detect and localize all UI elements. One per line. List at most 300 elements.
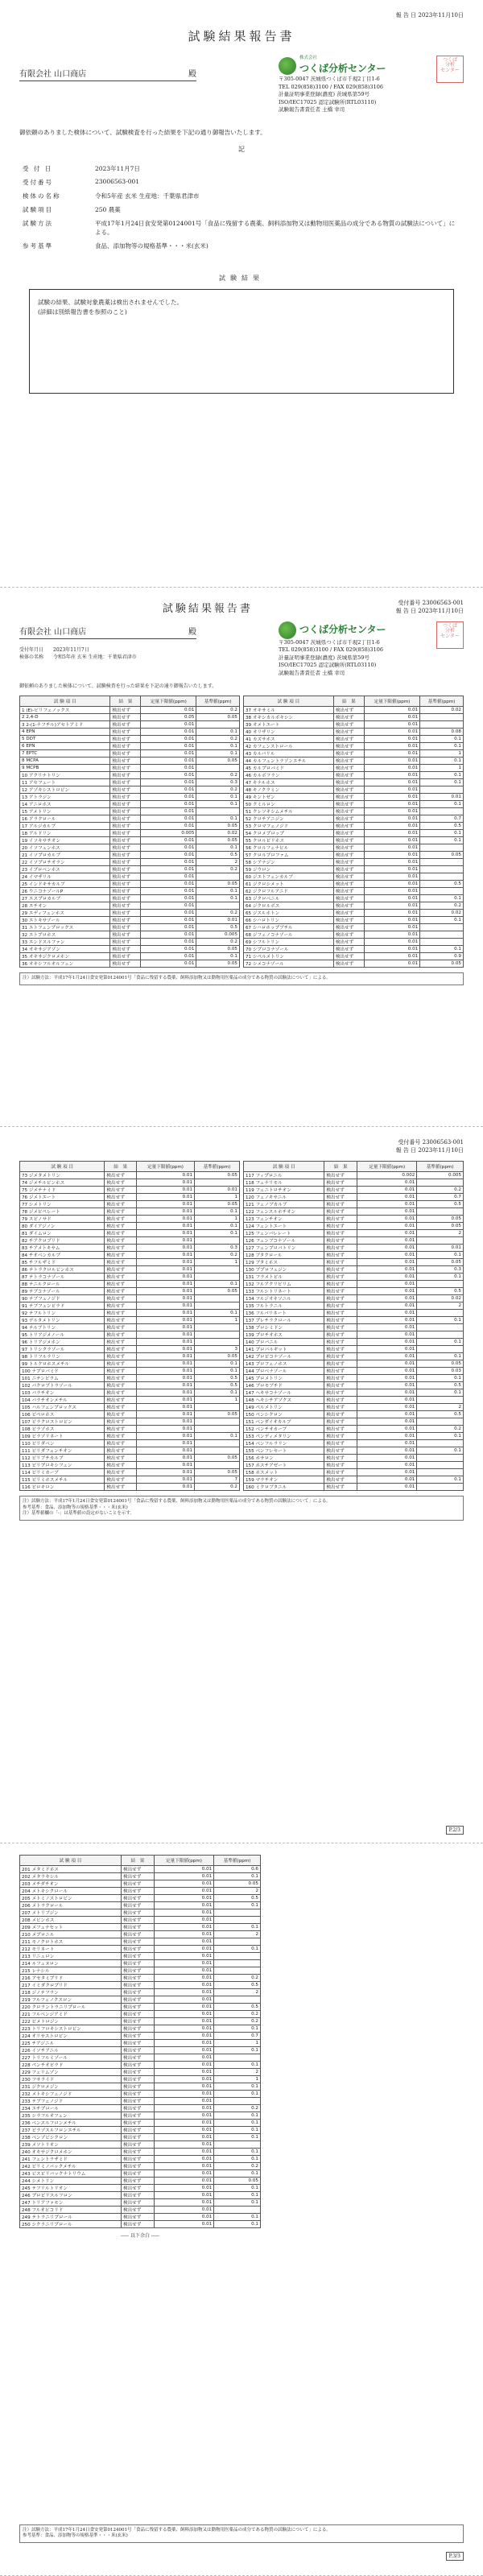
table-row	[20, 2033, 261, 2040]
item-name-cell: 146 ブロモブチド	[244, 1382, 324, 1389]
lod-cell: 0.01	[154, 2018, 213, 2025]
lod-cell: 0.01	[136, 1426, 194, 1433]
standard-cell: 0.05	[195, 1172, 240, 1179]
item-name-cell: 46 カルボフラン	[244, 772, 334, 779]
standard-cell: 0.1	[214, 1873, 261, 1880]
item-name-cell: 83 チアメトキサム	[20, 1245, 105, 1252]
standard-cell: 0.1	[214, 2047, 261, 2054]
company-tel: TEL 029(858)3100 / FAX 029(858)3106	[279, 83, 383, 90]
result-cell: 検出せず	[110, 895, 141, 902]
result-cell: 検出せず	[333, 794, 364, 801]
table-row	[20, 2149, 261, 2156]
item-name-cell: 224 オリサストロビン	[20, 2033, 122, 2040]
lod-cell: 0.01	[364, 844, 419, 852]
standard-cell	[420, 931, 464, 939]
result-cell: 検出せず	[110, 946, 141, 953]
standard-cell: 0.2	[196, 736, 240, 743]
item-name-cell: 145 プロメトリン	[244, 1375, 324, 1382]
item-name-cell: 24 イマザリル	[20, 873, 110, 881]
lod-cell: 0.01	[357, 1331, 417, 1339]
standard-cell: 1	[420, 765, 464, 772]
info-value: 食品、添加物等の規格基準・・・米(玄米)	[95, 242, 208, 250]
standard-cell	[417, 1469, 464, 1476]
table-row	[20, 2141, 261, 2149]
standard-cell: 0.1	[196, 750, 240, 758]
lod-cell: 0.01	[136, 1462, 194, 1469]
standard-cell: 0.1	[417, 1339, 464, 1346]
lod-cell: 0.01	[154, 2141, 213, 2149]
result-cell: 検出せず	[121, 2163, 154, 2170]
standard-cell: 0.05	[214, 2178, 261, 2185]
method-note: 注）試験方法：平成17年1月24日食安発第0124001号「食品に残留する農薬、飼料添加物又は動物用医薬品の成分である物質の試験法について」による。	[19, 972, 464, 985]
result-cell: 検出せず	[333, 815, 364, 823]
item-name-cell: 115 ピリミホスメチル	[20, 1476, 105, 1484]
table-row	[244, 1331, 464, 1339]
lod-cell: 0.01	[364, 736, 419, 743]
table-row	[244, 1245, 464, 1252]
standard-cell: 0.05	[417, 1259, 464, 1266]
result-cell: 検出せず	[333, 902, 364, 910]
lod-cell: 0.01	[154, 1960, 213, 1967]
company-block	[279, 56, 464, 114]
item-name-cell: 134 フルジオキソニル	[244, 1295, 324, 1302]
table-row	[244, 823, 464, 830]
info-key: 受付番号	[23, 179, 53, 187]
result-cell: 検出せず	[121, 2178, 154, 2185]
lod-cell: 0.01	[141, 815, 196, 823]
item-name-cell: 51 クレソキシムメチル	[244, 808, 334, 815]
standard-cell: 0.1	[195, 1281, 240, 1288]
lod-cell: 0.01	[141, 736, 196, 743]
result-cell: 検出せず	[324, 1317, 357, 1324]
result-cell: 検出せず	[121, 2149, 154, 2156]
standard-cell	[195, 1266, 240, 1274]
lod-cell: 0.01	[136, 1339, 194, 1346]
standard-cell: 0.1	[195, 1389, 240, 1397]
table-row	[20, 1317, 240, 1324]
company-reg2: ISO/IEC17025 認定試験所(RTL03110)	[279, 662, 377, 669]
table-row	[20, 2134, 261, 2141]
standard-cell	[195, 1302, 240, 1310]
lod-cell: 0.01	[154, 1931, 213, 1938]
table-row	[20, 1223, 240, 1230]
result-cell: 検出せず	[324, 1389, 357, 1397]
standard-cell: 0.05	[195, 1201, 240, 1208]
standard-cell: 0.1	[214, 2091, 261, 2098]
lod-cell: 0.01	[141, 895, 196, 902]
standard-cell: 0.2	[214, 2163, 261, 2170]
result-cell: 検出せず	[110, 931, 141, 939]
item-name-cell: 243 ビスピリバックナトリウム	[20, 2170, 122, 2178]
lod-cell: 0.01	[136, 1201, 194, 1208]
standard-cell: 0.05	[417, 1360, 464, 1368]
standard-cell: 0.2	[196, 772, 240, 779]
result-cell: 検出せず	[105, 1476, 137, 1484]
lod-cell: 0.01	[154, 2047, 213, 2054]
lod-cell: 0.01	[154, 2062, 213, 2069]
table-row	[20, 1201, 240, 1208]
standard-cell: 0.1	[196, 895, 240, 902]
result-cell: 検出せず	[110, 815, 141, 823]
info-key: 試験方法	[23, 220, 53, 228]
table-row	[244, 1346, 464, 1353]
result-cell: 検出せず	[110, 953, 141, 960]
lod-cell: 0.01	[136, 1208, 194, 1216]
table-row	[244, 1426, 464, 1433]
table-row	[20, 2018, 261, 2025]
standard-cell	[195, 1447, 240, 1455]
item-name-cell: 18 アルドリン	[20, 830, 110, 837]
table-row	[244, 1230, 464, 1237]
item-name-cell: 112 ピリブチカルブ	[20, 1455, 105, 1462]
result-cell: 検出せず	[121, 2098, 154, 2105]
standard-cell: 0.05	[196, 881, 240, 888]
lod-cell: 0.01	[136, 1389, 194, 1397]
table-row	[20, 1324, 240, 1331]
table-row	[20, 1440, 240, 1447]
item-name-cell: 33 エンドスルファン	[20, 939, 110, 946]
lod-cell: 0.01	[364, 765, 419, 772]
standard-cell: 0.01	[195, 1187, 240, 1194]
standard-cell: 0.02	[420, 707, 464, 714]
table-row	[244, 1223, 464, 1230]
item-name-cell: 86 テトラクロルビンホス	[20, 1266, 105, 1274]
standard-cell: 0.5	[420, 823, 464, 830]
standard-cell: 0.1	[214, 2156, 261, 2163]
table-row	[20, 823, 240, 830]
table-row	[244, 1368, 464, 1375]
lod-cell: 0.01	[136, 1447, 194, 1455]
lod-cell: 0.01	[154, 1917, 213, 1924]
result-cell: 検出せず	[333, 917, 364, 924]
item-name-cell: 56 クロルフェナピル	[244, 844, 334, 852]
standard-cell	[196, 721, 240, 729]
table-row	[244, 1389, 464, 1397]
result-text: 試験の結果、試験対象農薬は検出されませんでした。 (詳細は別紙報告書を参照のこと)	[38, 299, 183, 316]
item-name-cell: 246 プロピリスルフロン	[20, 2192, 122, 2199]
table-row	[20, 960, 240, 968]
lod-cell: 0.01	[154, 1938, 213, 1946]
results-grid	[19, 696, 464, 968]
table-row	[20, 939, 240, 946]
item-name-cell: 210 メプロニル	[20, 1931, 122, 1938]
result-cell: 検出せず	[110, 721, 141, 729]
table-row	[244, 1339, 464, 1346]
info-key: 試験項目	[23, 206, 53, 214]
item-name-cell: 155 ベンフレセート	[244, 1447, 324, 1455]
standard-cell: 0.2	[195, 1252, 240, 1259]
result-cell: 検出せず	[121, 1866, 154, 1873]
table-row	[244, 1208, 464, 1216]
standard-cell	[420, 924, 464, 931]
item-name-cell: 247 トリアファモン	[20, 2199, 122, 2207]
standard-cell: 0.1	[196, 801, 240, 808]
item-name-cell: 108 ピラゾホス	[20, 1426, 105, 1433]
table-row	[20, 1179, 240, 1187]
result-cell: 検出せず	[333, 823, 364, 830]
item-name-cell: 84 チオベンカルブ	[20, 1252, 105, 1259]
company-seal: つくば 分析 センター	[436, 56, 464, 83]
standard-cell: 2	[417, 1302, 464, 1310]
standard-cell: 0.05	[417, 1216, 464, 1223]
lod-cell: 0.01	[357, 1418, 417, 1426]
table-row	[244, 1317, 464, 1324]
result-cell: 検出せず	[121, 1917, 154, 1924]
table-row	[20, 1982, 261, 1989]
lod-cell: 0.01	[136, 1317, 194, 1324]
lod-cell: 0.01	[136, 1187, 194, 1194]
table-row	[20, 2178, 261, 2185]
company-address: 〒305-0047 茨城県つくば市千現2丁目1-6	[279, 76, 380, 83]
lod-cell: 0.01	[364, 873, 419, 881]
result-cell: 検出せず	[324, 1418, 357, 1426]
standard-cell: 0.2	[196, 939, 240, 946]
result-cell: 検出せず	[121, 2134, 154, 2141]
result-cell: 検出せず	[324, 1252, 357, 1259]
table-row	[20, 1295, 240, 1302]
page-3-meta	[19, 1138, 464, 1154]
item-name-cell: 138 プロシミドン	[244, 1324, 324, 1331]
addressee-name: 有限会社 山口商店	[19, 628, 87, 637]
standard-cell: 0.2	[214, 2105, 261, 2112]
standard-cell: 0.1	[420, 758, 464, 765]
item-name-cell: 154 ベンフルラリン	[244, 1440, 324, 1447]
lod-cell: 0.01	[364, 902, 419, 910]
item-name-cell: 17 アルジカルブ	[20, 823, 110, 830]
table-row	[244, 1324, 464, 1331]
result-cell: 検出せず	[121, 2141, 154, 2149]
lod-cell: 0.01	[154, 2170, 213, 2178]
result-cell: 検出せず	[121, 2112, 154, 2120]
company-reg2: ISO/IEC17025 認定試験所(RTL03110)	[279, 98, 377, 105]
lod-cell: 0.01	[364, 852, 419, 859]
item-name-cell: 142 プロピコナゾール	[244, 1353, 324, 1360]
intro-text: 御依頼のありました検体について、試験検査を行った結果を下記の通り御報告いたします。	[19, 683, 217, 690]
item-name-cell: 119 フェニトロチオン	[244, 1187, 324, 1194]
table-row	[20, 2069, 261, 2076]
result-cell: 検出せず	[105, 1375, 137, 1382]
lod-cell: 0.01	[357, 1469, 417, 1476]
lod-cell: 0.01	[364, 786, 419, 794]
result-cell: 検出せず	[324, 1259, 357, 1266]
lod-cell: 0.01	[136, 1411, 194, 1418]
method-note: 注）試験方法：平成17年1月24日食安発第0124001号「食品に残留する農薬、飼料添加物又は動物用医薬品の成分である物質の試験法について」による。	[23, 1499, 331, 1504]
lod-cell: 0.01	[154, 2178, 213, 2185]
item-name-cell: 203 メチダチオン	[20, 1880, 122, 1888]
table-row	[20, 902, 240, 910]
standard-cell: 0.1	[196, 888, 240, 895]
item-name-cell: 3 2-(1-ナフチル)アセトアミド	[20, 721, 110, 729]
item-name-cell: 143 プロフェノホス	[244, 1360, 324, 1368]
item-name-cell: 220 クロラントラニリプロール	[20, 2004, 122, 2011]
standard-cell: 0.1	[214, 2221, 261, 2228]
table-row	[244, 844, 464, 852]
standard-cell: 0.1	[420, 946, 464, 953]
item-name-cell: 80 ダイアジノン	[20, 1223, 105, 1230]
item-name-cell: 40 オリザリン	[244, 729, 334, 736]
standard-cell: 1	[195, 1194, 240, 1201]
item-name-cell: 92 テフルトリン	[20, 1310, 105, 1317]
table-header-row	[20, 1162, 240, 1172]
table-row	[20, 866, 240, 873]
column-header: 定量下限値(ppm)	[154, 1856, 213, 1866]
reference-note: 参考基準：食品、添加物等の規格基準・・・米(玄米)	[23, 2533, 128, 2539]
lod-cell: 0.01	[154, 2199, 213, 2207]
table-row	[20, 2199, 261, 2207]
item-name-cell: 232 メトキシフェノジド	[20, 2091, 122, 2098]
lod-cell: 0.01	[154, 1967, 213, 1975]
standard-cell	[195, 1179, 240, 1187]
item-name-cell: 53 クロマフェノジド	[244, 823, 334, 830]
lod-cell: 0.01	[364, 946, 419, 953]
lod-cell: 0.01	[141, 881, 196, 888]
table-row	[20, 1909, 261, 1917]
lod-cell: 0.01	[357, 1440, 417, 1447]
logo-mark-icon	[279, 57, 296, 75]
result-cell: 検出せず	[121, 2004, 154, 2011]
result-cell: 検出せず	[121, 1975, 154, 1982]
result-cell: 検出せず	[324, 1360, 357, 1368]
result-cell: 検出せず	[333, 779, 364, 786]
table-row	[20, 859, 240, 866]
lod-cell: 0.01	[154, 2091, 213, 2098]
item-name-cell: 44 カルフェントラゾンエチル	[244, 758, 334, 765]
standard-cell: 0.7	[214, 2033, 261, 2040]
table-row	[244, 946, 464, 953]
standard-cell	[195, 1339, 240, 1346]
result-cell: 検出せず	[105, 1462, 137, 1469]
item-name-cell: 242 ピリミノバックメチル	[20, 2163, 122, 2170]
item-name-cell: 238 ベンゾビシクロン	[20, 2134, 122, 2141]
lod-cell: 0.01	[154, 2098, 213, 2105]
standard-cell: 0.05	[196, 758, 240, 765]
table-row	[244, 786, 464, 794]
standard-cell: 0.05	[195, 1469, 240, 1476]
lod-cell: 0.01	[357, 1237, 417, 1245]
table-row	[20, 1310, 240, 1317]
lod-cell: 0.01	[136, 1266, 194, 1274]
company-reg1: 計量証明事業登録(濃度) 茨城県第59号	[279, 91, 369, 98]
table-row	[244, 1187, 464, 1194]
table-row	[244, 1259, 464, 1266]
table-row	[20, 2011, 261, 2018]
standard-cell: 0.05	[420, 852, 464, 859]
item-name-cell: 149 ペルメトリン	[244, 1404, 324, 1411]
lod-cell: 0.01	[154, 1975, 213, 1982]
lod-cell: 0.01	[141, 786, 196, 794]
result-cell: 検出せず	[105, 1447, 137, 1455]
item-name-cell: 94 テルブトリン	[20, 1324, 105, 1331]
table-row	[20, 2163, 261, 2170]
table-row	[20, 1346, 240, 1353]
item-name-cell: 76 ジメトエート	[20, 1194, 105, 1201]
lod-cell: 0.01	[136, 1172, 194, 1179]
result-cell: 検出せず	[105, 1252, 137, 1259]
item-name-cell: 231 ジクロメジン	[20, 2083, 122, 2091]
standard-cell: 0.05	[417, 1223, 464, 1230]
lod-cell: 0.01	[136, 1281, 194, 1288]
lod-cell: 0.01	[357, 1339, 417, 1346]
lod-cell: 0.01	[154, 2185, 213, 2192]
table-row	[20, 801, 240, 808]
logo-mark-icon	[279, 621, 296, 639]
info-row	[19, 203, 464, 217]
table-row	[20, 2185, 261, 2192]
lod-cell: 0.01	[154, 2214, 213, 2221]
table-row	[244, 1353, 464, 1360]
lod-cell: 0.01	[357, 1433, 417, 1440]
result-cell: 検出せず	[333, 939, 364, 946]
table-row	[20, 2112, 261, 2120]
lod-cell: 0.01	[364, 895, 419, 902]
standard-cell: 0.1	[214, 2149, 261, 2156]
table-row	[20, 750, 240, 758]
result-cell: 検出せず	[324, 1302, 357, 1310]
info-key: 検体の名称	[23, 192, 61, 200]
lod-cell: 0.01	[357, 1404, 417, 1411]
lod-cell: 0.01	[357, 1266, 417, 1274]
lod-cell: 0.01	[141, 743, 196, 750]
item-name-cell: 118 フェナリモル	[244, 1179, 324, 1187]
table-row	[244, 721, 464, 729]
result-cell: 検出せず	[333, 786, 364, 794]
lod-cell: 0.01	[357, 1281, 417, 1288]
item-name-cell: 133 フルシトリネート	[244, 1288, 324, 1295]
standard-cell: 0.05	[195, 1455, 240, 1462]
table-row	[20, 2105, 261, 2112]
item-name-cell: 71 シペルメトリン	[244, 953, 334, 960]
received-date: 受付年月日 2023年11月7日	[19, 647, 89, 653]
lod-cell: 0.01	[136, 1223, 194, 1230]
lod-cell: 0.01	[136, 1310, 194, 1317]
lod-cell: 0.01	[136, 1230, 194, 1237]
table-row	[20, 1476, 240, 1484]
logo-name: つくば分析センター	[299, 62, 386, 74]
lod-cell: 0.01	[141, 953, 196, 960]
standard-cell: 0.005	[196, 931, 240, 939]
table-row	[244, 1469, 464, 1476]
table-row	[20, 1938, 261, 1946]
table-row	[20, 910, 240, 917]
result-cell: 検出せず	[110, 823, 141, 830]
item-name-cell: 73 ジメタメトリン	[20, 1172, 105, 1179]
result-cell: 検出せず	[324, 1346, 357, 1353]
standard-cell: 0.1	[195, 1360, 240, 1368]
page-2-meta	[396, 599, 464, 615]
standard-cell	[214, 1917, 261, 1924]
item-name-cell: 41 カズサホス	[244, 736, 334, 743]
result-cell: 検出せず	[324, 1245, 357, 1252]
item-name-cell: 126 フェンブコナゾール	[244, 1237, 324, 1245]
result-cell: 検出せず	[110, 960, 141, 968]
column-header: 試 験 項 目	[244, 1162, 324, 1172]
lod-cell: 0.01	[357, 1295, 417, 1302]
table-row	[20, 786, 240, 794]
lod-cell: 0.01	[364, 837, 419, 844]
standard-cell	[195, 1274, 240, 1281]
result-cell: 検出せず	[333, 881, 364, 888]
table-row	[20, 1187, 240, 1194]
standard-cell	[417, 1418, 464, 1426]
item-name-cell: 47 キナルホス	[244, 779, 334, 786]
lod-cell: 0.01	[357, 1216, 417, 1223]
standard-cell	[196, 765, 240, 772]
lod-cell: 0.01	[357, 1194, 417, 1201]
item-name-cell: 13 アトラジン	[20, 794, 110, 801]
item-name-cell: 152 ベンチオカーブ	[244, 1426, 324, 1433]
table-row	[20, 1902, 261, 1909]
result-cell: 検出せず	[105, 1339, 137, 1346]
